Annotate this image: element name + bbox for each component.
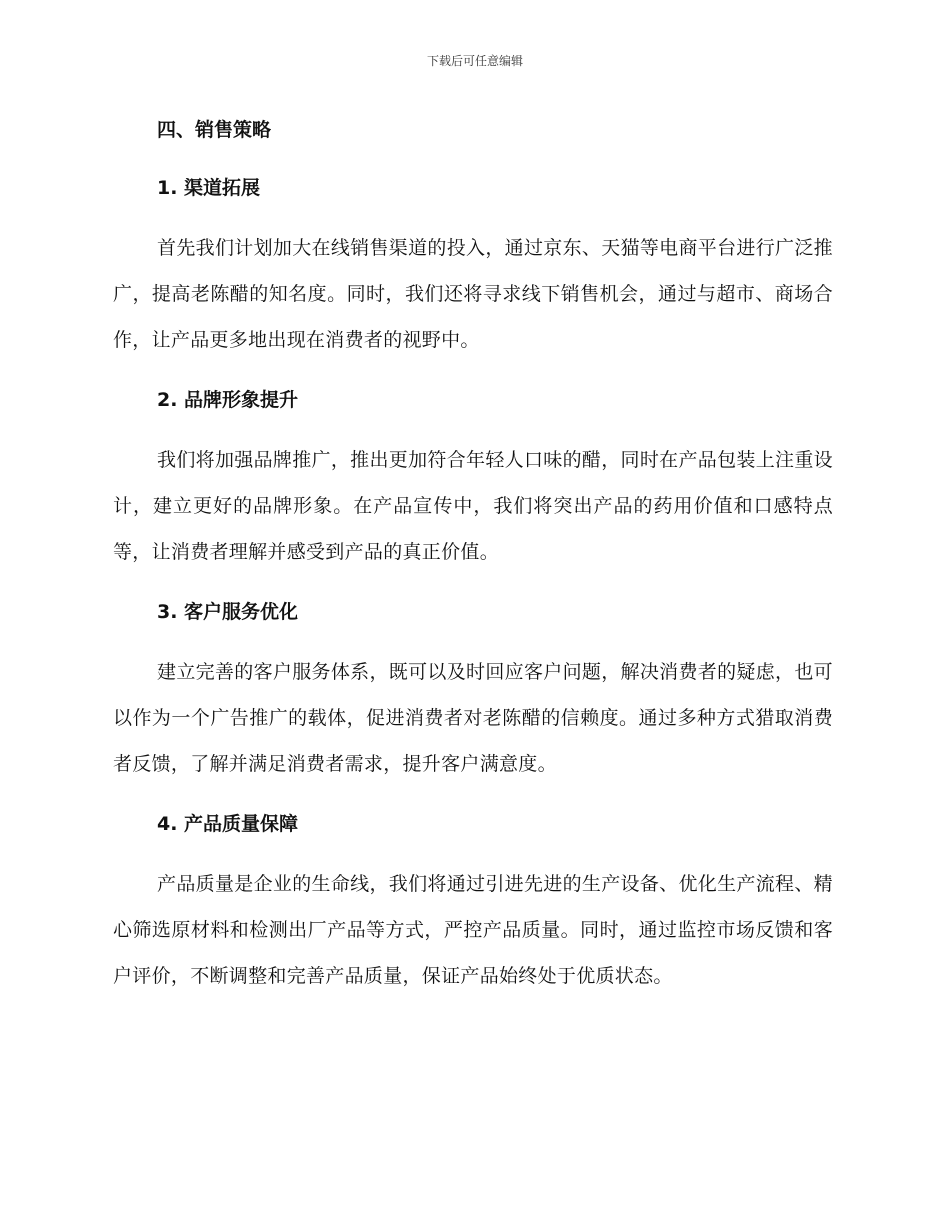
- paragraph-brand-image: 我们将加强品牌推广，推出更加符合年轻人口味的醋，同时在产品包装上注重设计，建立更好的品牌形象。在产品宣传中，我们将突出产品的药用价值和口感特点等，让消费者理解并感受到产品的真正价值。: [113, 449, 833, 563]
- paragraph-customer-service: 建立完善的客户服务体系，既可以及时回应客户问题，解决消费者的疑虑，也可以作为一个广告推广的载体，促进消费者对老陈醋的信赖度。通过多种方式猎取消费者反馈，了解并满足消费者需求，提升客户满意度。: [113, 661, 833, 775]
- section-title: 四、销售策略: [157, 119, 272, 141]
- paragraph-channel-expansion: 首先我们计划加大在线销售渠道的投入，通过京东、天猫等电商平台进行广泛推广，提高老陈醋的知名度。同时，我们还将寻求线下销售机会，通过与超市、商场合作，让产品更多地出现在消费者的视野中。: [113, 237, 833, 351]
- document-body: [113, 110, 833, 1016]
- subsection-heading-product-quality: 4. 产品质量保障: [157, 813, 299, 835]
- subsection-heading-brand-image: 2. 品牌形象提升: [157, 389, 299, 411]
- paragraph-product-quality: 产品质量是企业的生命线，我们将通过引进先进的生产设备、优化生产流程、精心筛选原材料和检测出厂产品等方式，严控产品质量。同时，通过监控市场反馈和客户评价，不断调整和完善产品质量，保证产品始终处于优质状态。: [113, 873, 833, 987]
- page-header: 下载后可任意编辑: [426, 54, 523, 68]
- subsection-heading-customer-service: 3. 客户服务优化: [157, 601, 299, 623]
- subsection-heading-channel-expansion: 1. 渠道拓展: [157, 177, 261, 199]
